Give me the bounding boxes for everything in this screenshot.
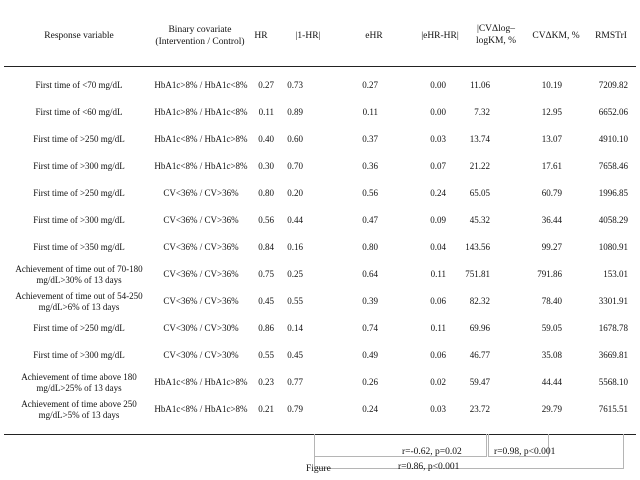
row-ehr: 0.24 <box>362 404 378 414</box>
header-rmst: RMSTrI <box>595 31 627 41</box>
row-hr: 0.75 <box>258 269 274 279</box>
row-rmst: 7209.82 <box>598 80 628 90</box>
correlation-r1: r=-0.62, p=0.02 <box>402 447 462 457</box>
header-one-minus-hr: |1-HR| <box>295 31 321 41</box>
correlation-r2: r=0.98, p<0.001 <box>494 447 556 457</box>
row-ehr: 0.56 <box>362 188 378 198</box>
row-cv-km: 35.08 <box>541 350 562 360</box>
row-cv-log: 46.77 <box>469 350 490 360</box>
row-ehr-minus-hr: 0.04 <box>430 242 446 252</box>
row-ehr-minus-hr: 0.03 <box>430 404 446 414</box>
row-cv-km: 78.40 <box>541 296 562 306</box>
row-rmst: 4058.29 <box>598 215 628 225</box>
row-one-minus-hr: 0.79 <box>287 404 303 414</box>
row-response: Achievement of time above 180 mg/dL>25% of 13 days <box>21 372 137 393</box>
row-ehr-minus-hr: 0.00 <box>430 80 446 90</box>
row-covariate: CV<36% / CV>36% <box>163 215 239 225</box>
row-ehr: 0.37 <box>362 134 378 144</box>
row-hr: 0.11 <box>258 107 274 117</box>
row-ehr: 0.36 <box>362 161 378 171</box>
row-cv-km: 36.44 <box>541 215 562 225</box>
row-cv-log: 7.32 <box>474 107 490 117</box>
row-covariate: HbA1c<8% / HbA1c>8% <box>154 161 248 171</box>
row-cv-log: 82.32 <box>469 296 490 306</box>
row-ehr: 0.47 <box>362 215 378 225</box>
row-one-minus-hr: 0.14 <box>287 323 303 333</box>
row-one-minus-hr: 0.44 <box>287 215 303 225</box>
row-one-minus-hr: 0.55 <box>287 296 303 306</box>
row-ehr: 0.64 <box>362 269 378 279</box>
row-hr: 0.23 <box>258 377 274 387</box>
row-response: First time of >250 mg/dL <box>33 134 125 144</box>
header-response: Response variable <box>44 31 114 41</box>
row-cv-log: 13.74 <box>469 134 490 144</box>
row-one-minus-hr: 0.89 <box>287 107 303 117</box>
row-cv-km: 10.19 <box>541 80 562 90</box>
correlation-r3: r=0.86, p<0.001 <box>398 462 460 472</box>
row-response: First time of <70 mg/dL <box>35 80 123 90</box>
row-cv-log: 143.56 <box>465 242 490 252</box>
header-hr: HR <box>254 31 268 41</box>
row-cv-km: 59.05 <box>541 323 562 333</box>
row-cv-km: 44.44 <box>541 377 562 387</box>
row-rmst: 4910.10 <box>598 134 628 144</box>
row-cv-km: 12.95 <box>541 107 562 117</box>
row-ehr: 0.39 <box>362 296 378 306</box>
row-covariate: CV<36% / CV>36% <box>163 269 239 279</box>
row-one-minus-hr: 0.77 <box>287 377 303 387</box>
row-ehr: 0.74 <box>362 323 378 333</box>
row-covariate: CV<36% / CV>36% <box>163 242 239 252</box>
row-covariate: CV<36% / CV>36% <box>163 188 239 198</box>
row-ehr-minus-hr: 0.09 <box>430 215 446 225</box>
row-ehr-minus-hr: 0.02 <box>430 377 446 387</box>
header-cv-log <box>470 23 522 47</box>
row-cv-log: 45.32 <box>469 215 490 225</box>
row-response: First time of >250 mg/dL <box>33 188 125 198</box>
figure-label: Figure <box>306 464 331 474</box>
row-response: First time of >300 mg/dL <box>33 161 125 171</box>
row-ehr-minus-hr: 0.24 <box>430 188 446 198</box>
row-one-minus-hr: 0.20 <box>287 188 303 198</box>
row-rmst: 3669.81 <box>598 350 628 360</box>
row-cv-log: 65.05 <box>469 188 490 198</box>
row-covariate: HbA1c<8% / HbA1c>8% <box>154 404 248 414</box>
row-rmst: 7615.51 <box>598 404 628 414</box>
row-response: First time of <60 mg/dL <box>35 107 123 117</box>
row-response: First time of >300 mg/dL <box>33 350 125 360</box>
header-covariate <box>140 24 260 48</box>
row-response: First time of >250 mg/dL <box>33 323 125 333</box>
header-ehr: eHR <box>365 31 383 41</box>
row-covariate: CV<36% / CV>36% <box>163 296 239 306</box>
row-rmst: 1996.85 <box>598 188 628 198</box>
row-response: Achievement of time out of 54-250 mg/dL>6% of 13 days <box>15 291 143 312</box>
row-rmst: 5568.10 <box>598 377 628 387</box>
header-cv-log-line1: |CVΔlog– <box>476 24 516 34</box>
row-response: First time of >350 mg/dL <box>33 242 125 252</box>
row-one-minus-hr: 0.16 <box>287 242 303 252</box>
row-ehr: 0.80 <box>362 242 378 252</box>
row-hr: 0.40 <box>258 134 274 144</box>
row-covariate: HbA1c<8% / HbA1c>8% <box>154 134 248 144</box>
row-covariate: HbA1c<8% / HbA1c>8% <box>154 377 248 387</box>
row-rmst: 153.01 <box>603 269 628 279</box>
row-hr: 0.56 <box>258 215 274 225</box>
row-cv-log: 69.96 <box>469 323 490 333</box>
row-cv-km: 13.07 <box>541 134 562 144</box>
row-hr: 0.45 <box>258 296 274 306</box>
row-ehr: 0.27 <box>362 80 378 90</box>
row-ehr: 0.26 <box>362 377 378 387</box>
header-cv-km: CVΔKM, % <box>532 31 580 41</box>
row-cv-log: 59.47 <box>469 377 490 387</box>
row-ehr-minus-hr: 0.07 <box>430 161 446 171</box>
row-hr: 0.55 <box>258 350 274 360</box>
row-covariate: HbA1c>8% / HbA1c<8% <box>154 80 248 90</box>
row-ehr-minus-hr: 0.06 <box>430 350 446 360</box>
row-hr: 0.84 <box>258 242 274 252</box>
row-cv-km: 791.86 <box>537 269 562 279</box>
row-hr: 0.21 <box>258 404 274 414</box>
row-rmst: 6652.06 <box>598 107 628 117</box>
row-rmst: 7658.46 <box>598 161 628 171</box>
row-cv-km: 29.79 <box>541 404 562 414</box>
row-hr: 0.80 <box>258 188 274 198</box>
row-cv-km: 99.27 <box>541 242 562 252</box>
row-ehr-minus-hr: 0.11 <box>430 323 446 333</box>
row-one-minus-hr: 0.25 <box>287 269 303 279</box>
row-cv-km: 60.79 <box>541 188 562 198</box>
row-one-minus-hr: 0.60 <box>287 134 303 144</box>
row-ehr: 0.11 <box>362 107 378 117</box>
row-covariate: HbA1c>8% / HbA1c<8% <box>154 107 248 117</box>
bracket-outer <box>314 434 624 469</box>
row-response: First time of >300 mg/dL <box>33 215 125 225</box>
row-rmst: 1678.78 <box>598 323 628 333</box>
header-covariate-line2: (Intervention / Control) <box>155 37 245 47</box>
header-ehr-minus-hr: |eHR-HR| <box>421 31 459 41</box>
row-rmst: 3301.91 <box>598 296 628 306</box>
row-response: Achievement of time above 250 mg/dL>5% of 13 days <box>21 399 137 420</box>
row-hr: 0.27 <box>258 80 274 90</box>
row-cv-log: 21.22 <box>469 161 490 171</box>
row-rmst: 1080.91 <box>598 242 628 252</box>
header-cv-log-line2: logKM, % <box>475 36 517 46</box>
row-ehr-minus-hr: 0.11 <box>430 269 446 279</box>
row-ehr: 0.49 <box>362 350 378 360</box>
row-covariate: CV<30% / CV>30% <box>163 323 239 333</box>
row-ehr-minus-hr: 0.06 <box>430 296 446 306</box>
row-covariate: CV<30% / CV>30% <box>163 350 239 360</box>
row-hr: 0.86 <box>258 323 274 333</box>
row-cv-log: 11.06 <box>470 80 490 90</box>
row-response: Achievement of time out of 70-180 mg/dL>30% of 13 days <box>15 264 143 285</box>
row-one-minus-hr: 0.45 <box>287 350 303 360</box>
row-cv-log: 23.72 <box>469 404 490 414</box>
row-ehr-minus-hr: 0.03 <box>430 134 446 144</box>
row-cv-km: 17.61 <box>541 161 562 171</box>
row-one-minus-hr: 0.73 <box>287 80 303 90</box>
header-rule <box>4 66 636 67</box>
row-hr: 0.30 <box>258 161 274 171</box>
row-one-minus-hr: 0.70 <box>287 161 303 171</box>
row-ehr-minus-hr: 0.00 <box>430 107 446 117</box>
row-cv-log: 751.81 <box>465 269 490 279</box>
header-covariate-line1: Binary covariate <box>168 25 232 35</box>
